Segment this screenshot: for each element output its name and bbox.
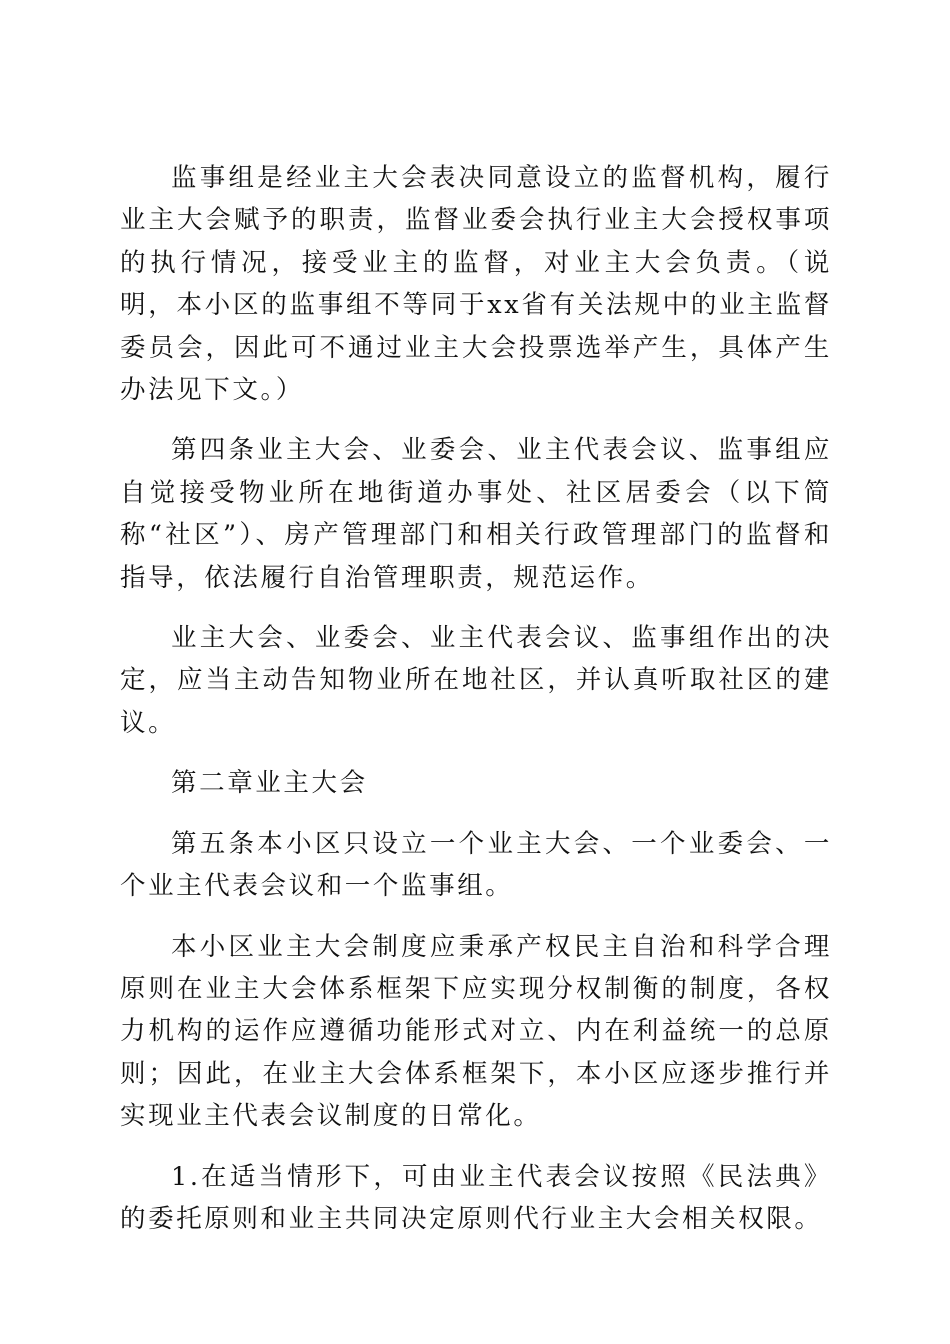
paragraph-article-5: 第五条本小区只设立一个业主大会、一个业委会、一个业主代表会议和一个监事组。 (120, 828, 832, 902)
paragraph-item-1: 1.在适当情形下，可由业主代表会议按照《民法典》的委托原则和业主共同决定原则代行业主大会相关权限。 (120, 1161, 832, 1234)
chapter-heading: 第二章业主大会 (171, 768, 368, 799)
paragraph-decisions-notice: 业主大会、业委会、业主代表会议、监事组作出的决定，应当主动告知物业所在地社区，并认真听取社区的建议。 (120, 623, 832, 738)
document-page (120, 157, 832, 1258)
paragraph-system-principle: 本小区业主大会制度应秉承产权民主自治和科学合理原则在业主大会体系框架下应实现分权制衡的制度，各权力机构的运作应遵循功能形式对立、内在利益统一的总原则；因此，在业主大会体系框架下，本小区应逐步推行并实现业主代表会议制度的日常化。 (120, 931, 832, 1132)
paragraph-article-4: 第四条业主大会、业委会、业主代表会议、监事组应自觉接受物业所在地街道办事处、社区居委会（以下简称“社区”）、房产管理部门和相关行政管理部门的监督和指导，依法履行自治管理职责，规范运作。 (120, 435, 832, 593)
paragraph-supervisory-group: 监事组是经业主大会表决同意设立的监督机构，履行业主大会赋予的职责，监督业委会执行业主大会授权事项的执行情况，接受业主的监督，对业主大会负责。（说明，本小区的监事组不等同于xx省有关法规中的业主监督委员会，因此可不通过业主大会投票选举产生，具体产生办法见下文。） (120, 163, 832, 406)
